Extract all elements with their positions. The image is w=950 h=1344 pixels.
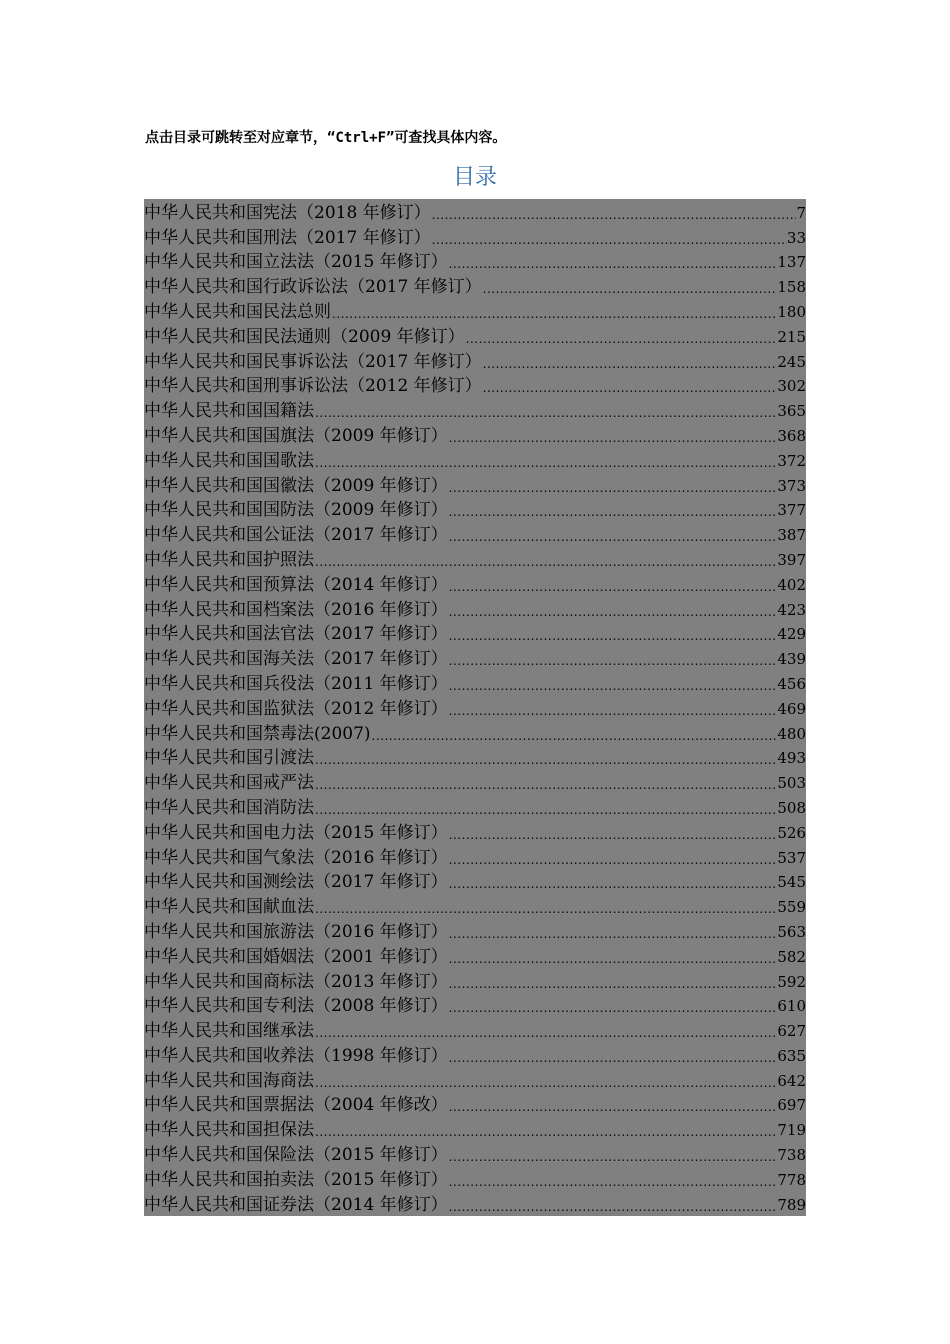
toc-entry-title[interactable]: 中华人民共和国民法总则 [144, 301, 331, 322]
toc-entry-page-number[interactable]: 559 [777, 898, 806, 917]
toc-entry[interactable] [144, 670, 806, 695]
toc-dot-leader [315, 900, 777, 918]
toc-entry-title[interactable]: 中华人民共和国预算法（2014 年修订） [144, 574, 448, 595]
toc-entry[interactable] [144, 869, 806, 894]
toc-dot-leader [315, 801, 777, 819]
toc-entry[interactable] [144, 472, 806, 497]
toc-dot-leader [449, 826, 778, 844]
toc-entry-title[interactable]: 中华人民共和国国徽法（2009 年修订） [144, 475, 448, 496]
toc-entry-page-number[interactable]: 508 [777, 798, 806, 817]
toc-entry-page-number[interactable]: 439 [777, 650, 806, 669]
toc-entry-page-number[interactable]: 480 [777, 724, 806, 743]
toc-dot-leader [315, 1024, 777, 1042]
toc-entry-title[interactable]: 中华人民共和国担保法 [144, 1120, 314, 1141]
toc-entry[interactable] [144, 397, 806, 422]
toc-entry-page-number[interactable]: 493 [777, 749, 806, 768]
toc-entry-page-number[interactable]: 423 [777, 600, 806, 619]
toc-entry[interactable] [144, 819, 806, 844]
toc-entry[interactable] [144, 348, 806, 373]
toc-dot-leader [449, 1049, 778, 1067]
toc-entry-title[interactable]: 中华人民共和国旅游法（2016 年修订） [144, 921, 448, 942]
toc-entry-page-number[interactable]: 537 [777, 848, 806, 867]
toc-entry-page-number[interactable]: 610 [777, 997, 806, 1016]
toc-dot-leader [449, 603, 778, 621]
toc-entry[interactable] [144, 1141, 806, 1166]
toc-dot-leader [449, 503, 778, 521]
toc-entry-page-number[interactable]: 789 [777, 1195, 806, 1214]
toc-entry-page-number[interactable]: 180 [777, 302, 806, 321]
toc-entry-title[interactable]: 中华人民共和国献血法 [144, 897, 314, 918]
toc-entry-title[interactable]: 中华人民共和国刑法（2017 年修订） [144, 227, 431, 248]
toc-entry[interactable] [144, 695, 806, 720]
toc-dot-leader [466, 330, 778, 348]
toc-dot-leader [449, 677, 778, 695]
toc-dot-leader [449, 528, 778, 546]
toc-entry-title[interactable]: 中华人民共和国公证法（2017 年修订） [144, 525, 448, 546]
toc-entry-page-number[interactable]: 642 [777, 1071, 806, 1090]
toc-dot-leader [449, 429, 778, 447]
toc-dot-leader [315, 776, 777, 794]
toc-dot-leader [449, 255, 778, 273]
toc-entry[interactable] [144, 769, 806, 794]
toc-entry-title[interactable]: 中华人民共和国法官法（2017 年修订） [144, 624, 448, 645]
toc-dot-leader [372, 727, 778, 745]
toc-entry-title[interactable]: 中华人民共和国行政诉讼法（2017 年修订） [144, 277, 482, 298]
toc-dot-leader [449, 975, 778, 993]
toc-entry-page-number[interactable]: 215 [777, 327, 806, 346]
toc-entry-title[interactable]: 中华人民共和国婚姻法（2001 年修订） [144, 946, 448, 967]
toc-entry[interactable] [144, 1166, 806, 1191]
toc-entry-page-number[interactable]: 582 [777, 947, 806, 966]
toc-entry[interactable] [144, 794, 806, 819]
toc-dot-leader [449, 1173, 778, 1191]
toc-entry-page-number[interactable]: 7 [796, 203, 806, 222]
toc-entry-title[interactable]: 中华人民共和国继承法 [144, 1021, 314, 1042]
toc-dot-leader [483, 379, 778, 397]
toc-dot-leader [449, 1098, 778, 1116]
toc-entry-title[interactable]: 中华人民共和国气象法（2016 年修订） [144, 847, 448, 868]
toc-entry[interactable] [144, 1116, 806, 1141]
toc-entry[interactable] [144, 323, 806, 348]
toc-entry-page-number[interactable]: 429 [777, 625, 806, 644]
toc-entry-title[interactable]: 中华人民共和国宪法（2018 年修订） [144, 202, 431, 223]
toc-entry[interactable] [144, 373, 806, 398]
toc-entry-page-number[interactable]: 635 [777, 1046, 806, 1065]
toc-entry-title[interactable]: 中华人民共和国民事诉讼法（2017 年修订） [144, 351, 482, 372]
toc-entry[interactable] [144, 1067, 806, 1092]
toc-entry-title[interactable]: 中华人民共和国护照法 [144, 549, 314, 570]
toc-entry-title[interactable]: 中华人民共和国禁毒法(2007) [144, 723, 371, 744]
toc-entry[interactable] [144, 224, 806, 249]
toc-dot-leader [449, 950, 778, 968]
toc-entry[interactable] [144, 993, 806, 1018]
toc-entry-page-number[interactable]: 469 [777, 699, 806, 718]
toc-entry-page-number[interactable]: 158 [777, 278, 806, 297]
toc-dot-leader [449, 702, 778, 720]
toc-entry-page-number[interactable]: 545 [777, 873, 806, 892]
toc-entry[interactable] [144, 1092, 806, 1117]
toc-entry[interactable] [144, 1017, 806, 1042]
toc-entry-page-number[interactable]: 526 [777, 823, 806, 842]
toc-dot-leader [483, 280, 778, 298]
toc-entry-page-number[interactable]: 719 [777, 1121, 806, 1140]
toc-entry-title[interactable]: 中华人民共和国票据法（2004 年修改） [144, 1095, 448, 1116]
toc-dot-leader [449, 999, 778, 1017]
toc-entry-title[interactable]: 中华人民共和国专利法（2008 年修订） [144, 996, 448, 1017]
toc-entry[interactable] [144, 968, 806, 993]
toc-entry-page-number[interactable]: 365 [777, 402, 806, 421]
toc-entry[interactable] [144, 596, 806, 621]
toc-entry-title[interactable]: 中华人民共和国收养法（1998 年修订） [144, 1045, 448, 1066]
toc-entry[interactable] [144, 422, 806, 447]
toc-entry-page-number[interactable]: 402 [777, 575, 806, 594]
toc-entry[interactable] [144, 571, 806, 596]
toc-entry-page-number[interactable]: 397 [777, 550, 806, 569]
toc-title: 目录 [452, 165, 497, 190]
toc-dot-leader [432, 231, 787, 249]
toc-entry-title[interactable]: 中华人民共和国证券法（2014 年修订） [144, 1194, 448, 1215]
toc-entry[interactable] [144, 621, 806, 646]
toc-entry[interactable] [144, 1042, 806, 1067]
toc-dot-leader [315, 454, 777, 472]
toc-entry-title[interactable]: 中华人民共和国民法通则（2009 年修订） [144, 326, 465, 347]
toc-entry-title[interactable]: 中华人民共和国戒严法 [144, 773, 314, 794]
toc-entry-page-number[interactable]: 245 [777, 352, 806, 371]
toc-entry-page-number[interactable]: 372 [777, 451, 806, 470]
toc-entry-title[interactable]: 中华人民共和国国防法（2009 年修订） [144, 500, 448, 521]
toc-entry-page-number[interactable]: 302 [777, 377, 806, 396]
toc-entry-page-number[interactable]: 697 [777, 1096, 806, 1115]
toc-dot-leader [449, 851, 778, 869]
toc-dot-leader [332, 305, 777, 323]
toc-entry[interactable] [144, 918, 806, 943]
toc-entry-title[interactable]: 中华人民共和国电力法（2015 年修订） [144, 822, 448, 843]
toc-entry-page-number[interactable]: 592 [777, 972, 806, 991]
toc-entry-title[interactable]: 中华人民共和国保险法（2015 年修订） [144, 1145, 448, 1166]
toc-entry-title[interactable]: 中华人民共和国商标法（2013 年修订） [144, 971, 448, 992]
toc-dot-leader [315, 1123, 777, 1141]
toc-entry-title[interactable]: 中华人民共和国国籍法 [144, 401, 314, 422]
toc-entry-title[interactable]: 中华人民共和国消防法 [144, 797, 314, 818]
toc-entry[interactable] [144, 199, 806, 224]
toc-dot-leader [315, 553, 777, 571]
toc-dot-leader [449, 578, 778, 596]
toc-entry[interactable] [144, 298, 806, 323]
toc-entry-page-number[interactable]: 373 [777, 476, 806, 495]
toc-entry-title[interactable]: 中华人民共和国档案法（2016 年修订） [144, 599, 448, 620]
toc-entry-page-number[interactable]: 738 [777, 1146, 806, 1165]
table-of-contents [144, 199, 806, 1216]
toc-entry[interactable] [144, 645, 806, 670]
toc-entry[interactable] [144, 943, 806, 968]
toc-dot-leader [449, 627, 778, 645]
toc-entry[interactable] [144, 447, 806, 472]
toc-dot-leader [449, 1198, 778, 1216]
toc-entry-title[interactable]: 中华人民共和国引渡法 [144, 748, 314, 769]
toc-entry-title[interactable]: 中华人民共和国国旗法（2009 年修订） [144, 425, 448, 446]
toc-entry[interactable] [144, 273, 806, 298]
toc-entry-title[interactable]: 中华人民共和国兵役法（2011 年修订） [144, 673, 448, 694]
toc-dot-leader [449, 1148, 778, 1166]
toc-entry[interactable] [144, 497, 806, 522]
toc-entry-page-number[interactable]: 456 [777, 674, 806, 693]
toc-entry-title[interactable]: 中华人民共和国国歌法 [144, 450, 314, 471]
toc-entry-title[interactable]: 中华人民共和国监狱法（2012 年修订） [144, 698, 448, 719]
toc-entry-title[interactable]: 中华人民共和国立法法（2015 年修订） [144, 252, 448, 273]
toc-entry-page-number[interactable]: 33 [786, 228, 806, 247]
toc-entry-page-number[interactable]: 387 [777, 526, 806, 545]
toc-dot-leader [449, 479, 778, 497]
toc-dot-leader [449, 875, 778, 893]
toc-dot-leader [483, 355, 778, 373]
toc-entry-page-number[interactable]: 778 [777, 1170, 806, 1189]
toc-entry-page-number[interactable]: 563 [777, 922, 806, 941]
toc-entry-title[interactable]: 中华人民共和国刑事诉讼法（2012 年修订） [144, 376, 482, 397]
toc-dot-leader [449, 652, 778, 670]
toc-entry-title[interactable]: 中华人民共和国测绘法（2017 年修订） [144, 872, 448, 893]
toc-dot-leader [315, 404, 777, 422]
toc-entry-page-number[interactable]: 137 [777, 253, 806, 272]
toc-entry[interactable] [144, 893, 806, 918]
toc-entry-page-number[interactable]: 627 [777, 1022, 806, 1041]
toc-entry-page-number[interactable]: 377 [777, 501, 806, 520]
toc-entry[interactable] [144, 1191, 806, 1216]
toc-entry-title[interactable]: 中华人民共和国海商法 [144, 1070, 314, 1091]
toc-entry-page-number[interactable]: 503 [777, 774, 806, 793]
toc-entry[interactable] [144, 546, 806, 571]
toc-dot-leader [432, 206, 797, 224]
toc-entry-page-number[interactable]: 368 [777, 426, 806, 445]
instruction-text: 点击目录可跳转至对应章节，“Ctrl+F”可查找具体内容。 [145, 130, 507, 146]
toc-entry[interactable] [144, 720, 806, 745]
toc-dot-leader [315, 751, 777, 769]
toc-entry[interactable] [144, 844, 806, 869]
toc-entry[interactable] [144, 745, 806, 770]
toc-entry-title[interactable]: 中华人民共和国拍卖法（2015 年修订） [144, 1169, 448, 1190]
toc-entry[interactable] [144, 249, 806, 274]
toc-dot-leader [449, 925, 778, 943]
toc-entry[interactable] [144, 521, 806, 546]
toc-entry-title[interactable]: 中华人民共和国海关法（2017 年修订） [144, 649, 448, 670]
toc-dot-leader [315, 1074, 777, 1092]
